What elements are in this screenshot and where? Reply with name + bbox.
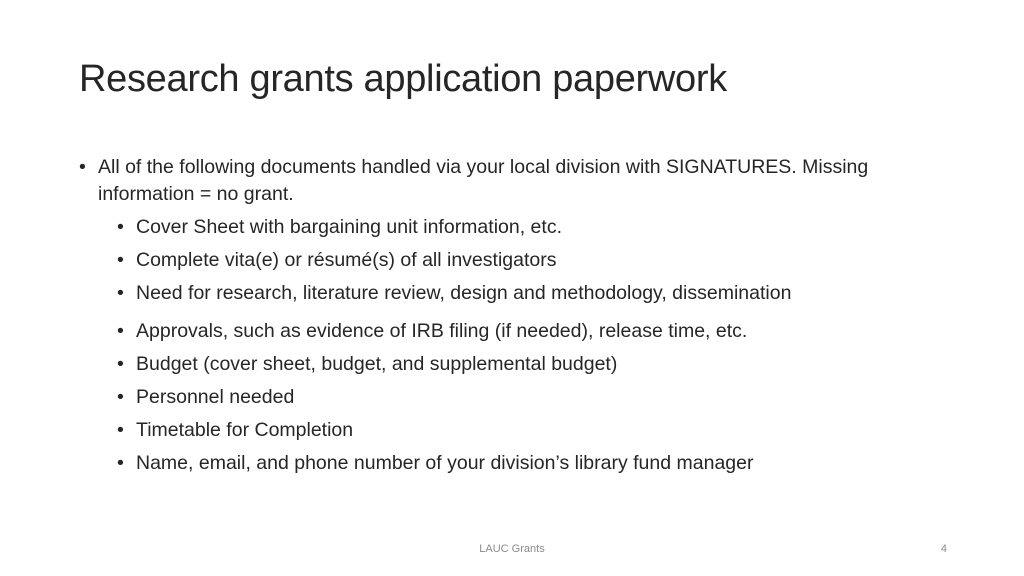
sub-bullet-item (117, 384, 959, 417)
bullet-icon: • (117, 216, 124, 238)
sub-bullet-item (117, 417, 959, 450)
sub-bullet-text: Need for research, literature review, design and methodology, dissemination (136, 282, 792, 304)
sub-bullet-item (117, 280, 959, 313)
main-bullet-text: All of the following documents handled via your local division with SIGNATURES. Missing information = no grant. (98, 156, 869, 205)
sub-bullet-item (117, 318, 959, 351)
sub-bullet-item (117, 450, 959, 483)
sub-bullet-text: Timetable for Completion (136, 419, 354, 441)
sub-bullet-text: Name, email, and phone number of your division’s library fund manager (136, 452, 754, 474)
sub-bullet-text: Approvals, such as evidence of IRB filing (if needed), release time, etc. (136, 320, 748, 342)
bullet-icon: • (79, 156, 86, 178)
sub-bullet-text: Complete vita(e) or résumé(s) of all investigators (136, 249, 557, 271)
slide-content (79, 154, 959, 483)
bullet-icon: • (117, 249, 124, 271)
bullet-icon: • (117, 282, 124, 304)
main-bullet-point (79, 154, 948, 208)
bullet-icon: • (117, 419, 124, 441)
bullet-icon: • (117, 320, 124, 342)
sub-bullet-item (117, 214, 959, 247)
sub-bullet-text: Budget (cover sheet, budget, and supplemental budget) (136, 353, 618, 375)
sub-bullet-list (79, 214, 959, 483)
bullet-icon: • (117, 452, 124, 474)
bullet-icon: • (117, 386, 124, 408)
sub-bullet-text: Cover Sheet with bargaining unit information, etc. (136, 216, 562, 238)
bullet-icon: • (117, 353, 124, 375)
sub-bullet-item (117, 247, 959, 280)
sub-bullet-item (117, 351, 959, 384)
sub-bullet-text: Personnel needed (136, 386, 295, 408)
slide-title: Research grants application paperwork (79, 58, 727, 100)
footer-text: LAUC Grants (479, 543, 545, 555)
page-number: 4 (940, 543, 947, 555)
